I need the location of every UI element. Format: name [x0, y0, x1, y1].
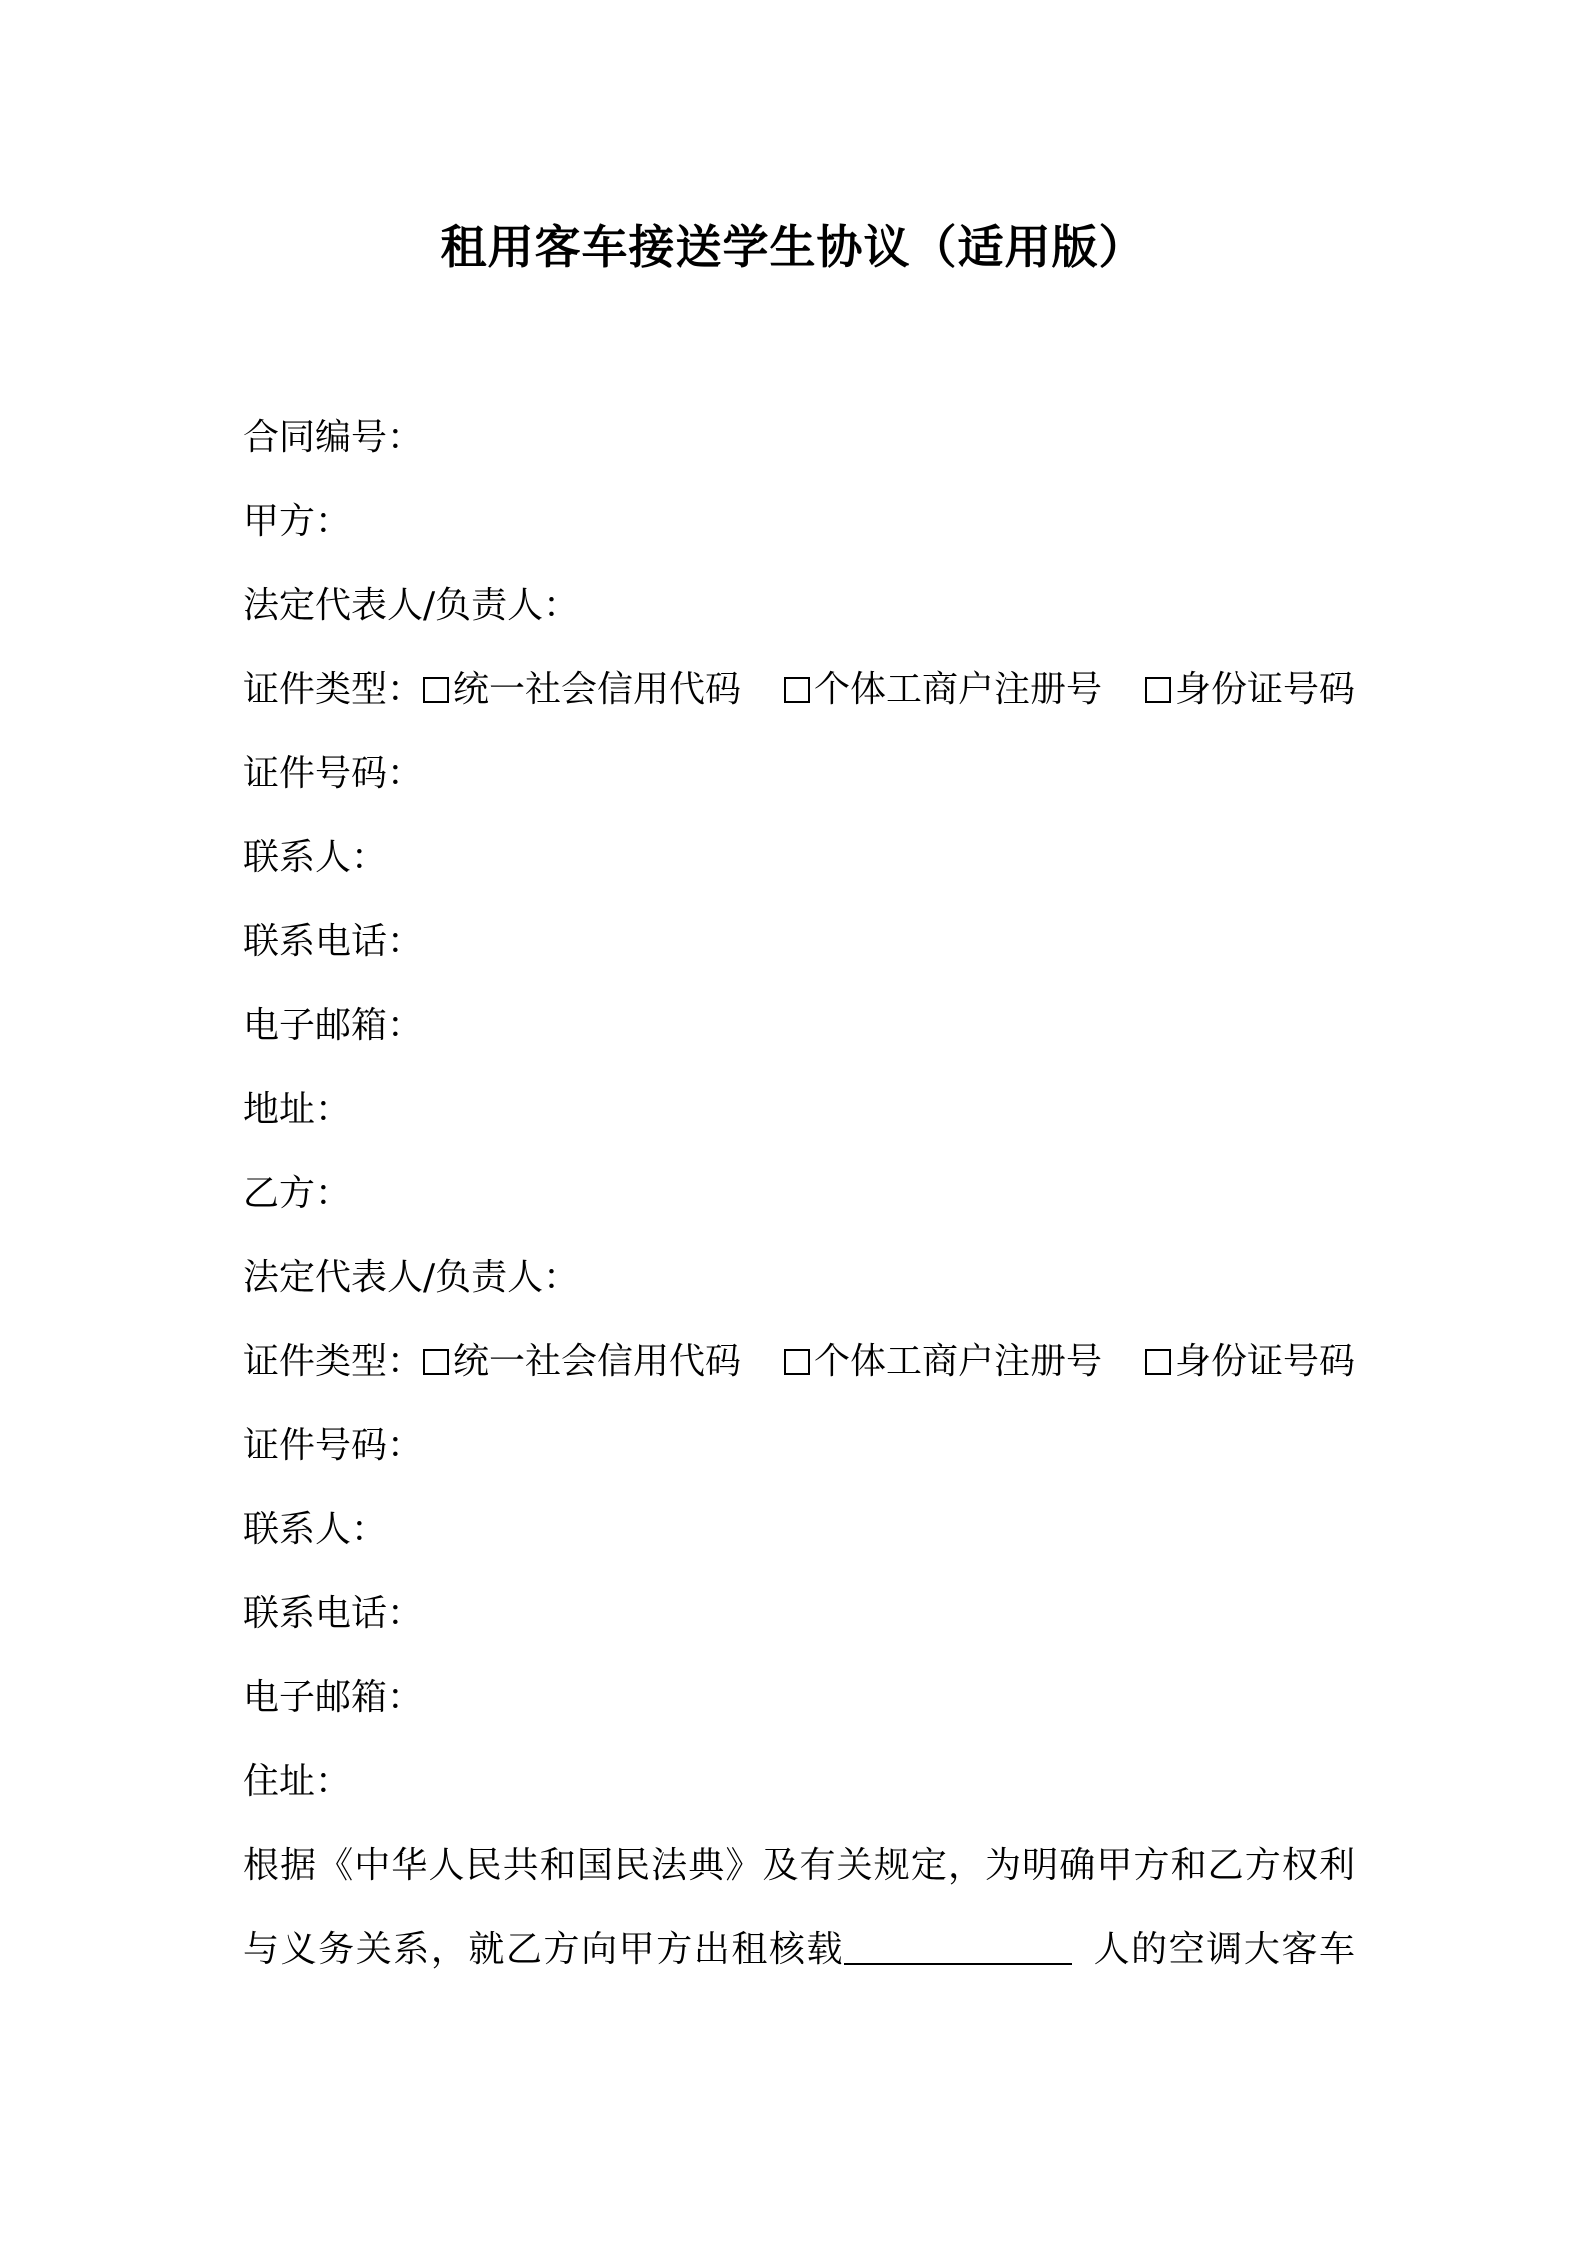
party-b-contact-label: 联系人：	[243, 1509, 388, 1550]
party-a-id-card-option: 身份证号码	[1174, 669, 1355, 710]
party-b-label: 乙方：	[243, 1173, 352, 1214]
party-a-legal-rep-label: 法定代表人/负责人：	[243, 585, 580, 626]
party-b-id-type-row	[243, 1332, 1355, 1392]
contract-number-label: 合同编号：	[243, 417, 424, 458]
party-b-id-card-option: 身份证号码	[1174, 1341, 1355, 1382]
document-title: 租用客车接送学生协议（适用版）	[440, 220, 1146, 274]
body-line-2-end: 人的空调大客车	[1092, 1929, 1355, 1970]
party-b-business-reg-option: 个体工商户注册号	[814, 1341, 1103, 1382]
party-a-address-label: 地址：	[243, 1089, 352, 1130]
passenger-capacity-blank[interactable]	[844, 1929, 1072, 1965]
body-line-2-start: 与义务关系，就乙方向甲方出租核载	[243, 1929, 845, 1970]
party-b-address-label: 住址：	[243, 1761, 352, 1802]
party-a-business-reg-checkbox[interactable]	[784, 677, 810, 703]
party-a-credit-code-option: 统一社会信用代码	[453, 669, 742, 710]
party-b-id-number-label: 证件号码：	[243, 1425, 424, 1466]
party-b-id-card-checkbox[interactable]	[1145, 1349, 1171, 1375]
party-a-id-type-second	[784, 660, 1102, 720]
party-a-label: 甲方：	[243, 501, 352, 542]
party-a-phone-label: 联系电话：	[243, 921, 424, 962]
body-line-2	[243, 1920, 1355, 1980]
party-b-legal-rep-label: 法定代表人/负责人：	[243, 1257, 580, 1298]
party-a-id-type-third	[1145, 660, 1355, 720]
party-b-email-label: 电子邮箱：	[243, 1677, 424, 1718]
party-b-id-type-third	[1145, 1332, 1355, 1392]
body-line-1: 根据《中华人民共和国民法典》及有关规定，为明确甲方和乙方权利	[243, 1845, 1355, 1886]
party-b-credit-code-option: 统一社会信用代码	[453, 1341, 742, 1382]
party-a-email-label: 电子邮箱：	[243, 1005, 424, 1046]
party-a-business-reg-option: 个体工商户注册号	[814, 669, 1103, 710]
party-a-id-type-row	[243, 660, 1355, 720]
party-a-id-type-first	[243, 660, 741, 720]
party-a-id-number-label: 证件号码：	[243, 753, 424, 794]
party-b-id-type-second	[784, 1332, 1102, 1392]
party-a-id-card-checkbox[interactable]	[1145, 677, 1171, 703]
party-a-contact-label: 联系人：	[243, 837, 388, 878]
party-a-credit-code-checkbox[interactable]	[423, 677, 449, 703]
party-a-id-type-label: 证件类型：	[243, 669, 424, 710]
party-b-phone-label: 联系电话：	[243, 1593, 424, 1634]
party-b-credit-code-checkbox[interactable]	[423, 1349, 449, 1375]
party-b-id-type-label: 证件类型：	[243, 1341, 424, 1382]
party-b-business-reg-checkbox[interactable]	[784, 1349, 810, 1375]
party-b-id-type-first	[243, 1332, 741, 1392]
